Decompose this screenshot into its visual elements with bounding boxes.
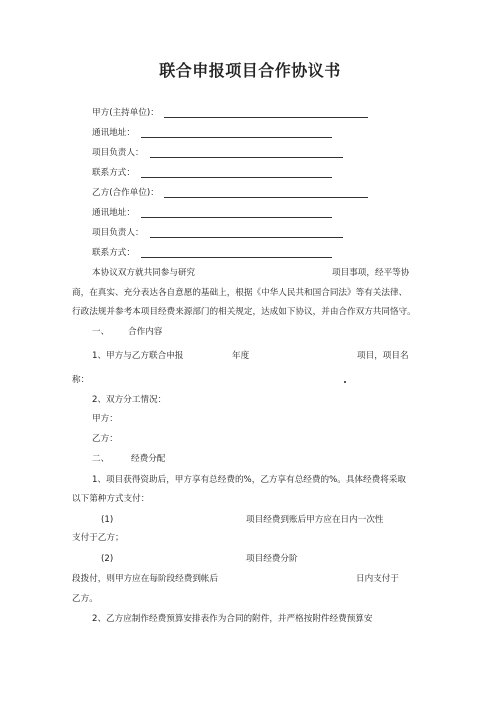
s1-item-1d: 称： [72, 375, 90, 385]
section-2-number: 二、 [92, 454, 110, 464]
section-1-title: 合作内容 [128, 327, 163, 337]
intro-line-2: 商，在真实、充分表达各自意愿的基础上，根据《中华人民共和国合同法》等有关法律、 [72, 288, 408, 298]
party-a-address-label: 通讯地址： [92, 128, 135, 138]
intro-line-1b: 项目事项，经平等协 [332, 268, 410, 278]
document-title: 联合申报项目合作协议书 [159, 61, 341, 80]
party-b-address-label: 通讯地址： [92, 208, 135, 218]
party-b-name-blank [164, 197, 368, 198]
s1-item-1a: 1、甲方与乙方联合申报 [92, 351, 184, 361]
party-b-contact-blank [141, 257, 332, 258]
s1-party-b: 乙方： [92, 434, 118, 444]
s2-option-1-cont: 支付于乙方； [72, 533, 124, 543]
section-2-title: 经费分配 [131, 454, 166, 464]
party-a-name-label: 甲方(主持单位)： [92, 108, 159, 118]
party-b-leader-label: 项目负责人： [92, 228, 144, 238]
s2-option-2-number: (2) [101, 554, 114, 564]
s2-option-2-end: 乙方。 [72, 594, 98, 604]
party-a-contact-label: 联系方式： [92, 168, 135, 178]
party-b-leader-blank [150, 237, 343, 238]
s2-item-1a: 1、项目获得资助后，甲方享有总经费的%，乙方享有总经费的%。具体经费将采取 [92, 475, 406, 485]
s1-item-1b: 年度 [232, 351, 250, 361]
intro-line-3: 行政法规并参考本项目经费来源部门的相关规定，达成如下协议，并由合作双方共同恪守。 [72, 307, 416, 317]
period-mark [344, 381, 346, 383]
section-1-number: 一、 [92, 327, 110, 337]
s1-party-a: 甲方： [92, 414, 118, 424]
party-a-leader-label: 项目负责人： [92, 148, 144, 158]
party-b-address-blank [141, 217, 332, 218]
s2-option-1-number: (1) [101, 515, 114, 525]
s2-item-1b: 以下第种方式支付： [72, 494, 150, 504]
party-b-name-label: 乙方(合作单位)： [92, 188, 159, 198]
party-a-name-blank [164, 117, 368, 118]
party-b-contact-label: 联系方式： [92, 248, 135, 258]
s1-item-1c: 项目，项目名 [357, 351, 409, 361]
s2-item-2: 2、乙方应制作经费预算安排表作为合同的附件，并严格按附件经费预算安 [92, 614, 373, 624]
s2-option-2-cont: 段拨付，则甲方应在每阶段经费到帐后 [72, 574, 219, 584]
party-a-leader-blank [150, 157, 343, 158]
party-a-contact-blank [141, 177, 332, 178]
s2-option-2-days: 日内支付于 [356, 574, 399, 584]
intro-line-1a: 本协议双方就共同参与研究 [92, 268, 196, 278]
party-a-address-blank [141, 137, 332, 138]
s2-option-1-text: 项目经费到账后甲方应在日内一次性 [246, 515, 384, 525]
s2-option-2-text: 项目经费分阶 [246, 554, 298, 564]
s1-item-2: 2、双方分工情况： [92, 395, 167, 405]
